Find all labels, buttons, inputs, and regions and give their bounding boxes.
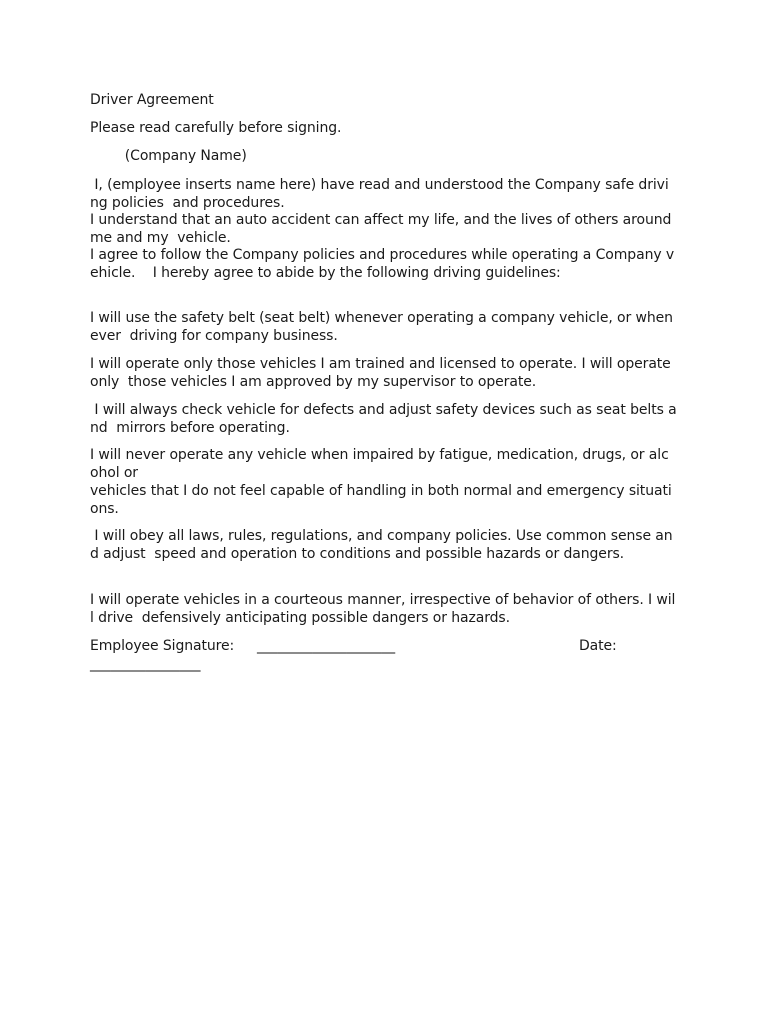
guideline-no-impairment: I will never operate any vehicle when impaired by fatigue, medication, drugs, or alc xyxy=(90,447,669,463)
guideline-vehicle-check: nd mirrors before operating. xyxy=(90,420,290,436)
guideline-obey-laws: d adjust speed and operation to conditions and possible hazards or dangers. xyxy=(90,546,625,562)
intro-line: ng policies and procedures. xyxy=(90,195,285,211)
document-title: Driver Agreement xyxy=(90,92,214,108)
guideline-no-impairment: vehicles that I do not feel capable of handling in both normal and emergency situati xyxy=(90,483,672,499)
guideline-no-impairment: ohol or xyxy=(90,465,138,481)
guideline-courteous-driving: I will operate vehicles in a courteous manner, irrespective of behavior of others. I wil xyxy=(90,592,676,608)
guideline-seat-belt: ever driving for company business. xyxy=(90,328,338,344)
intro-line: I agree to follow the Company policies and procedures while operating a Company v xyxy=(90,247,675,263)
signature-blank: ____________________ xyxy=(257,638,396,654)
guideline-seat-belt: I will use the safety belt (seat belt) whenever operating a company vehicle, or when xyxy=(90,310,673,326)
intro-line: I, (employee inserts name here) have read and understood the Company safe drivi xyxy=(90,177,669,193)
guideline-licensed-vehicles: I will operate only those vehicles I am trained and licensed to operate. I will operate xyxy=(90,356,671,372)
intro-line: me and my vehicle. xyxy=(90,230,231,246)
guideline-licensed-vehicles: only those vehicles I am approved by my supervisor to operate. xyxy=(90,374,537,390)
guideline-courteous-driving: l drive defensively anticipating possible dangers or hazards. xyxy=(90,610,510,626)
intro-line: I understand that an auto accident can affect my life, and the lives of others around xyxy=(90,212,672,228)
guideline-no-impairment: ons. xyxy=(90,501,119,517)
guideline-vehicle-check: I will always check vehicle for defects and adjust safety devices such as seat belts a xyxy=(90,402,677,418)
intro-line: ehicle. I hereby agree to abide by the following driving guidelines: xyxy=(90,265,561,281)
signature-label: Employee Signature: xyxy=(90,638,235,654)
company-name-placeholder: (Company Name) xyxy=(90,148,247,164)
instruction-text: Please read carefully before signing. xyxy=(90,120,342,136)
date-label: Date: xyxy=(579,638,617,654)
guideline-obey-laws: I will obey all laws, rules, regulations, and company policies. Use common sense an xyxy=(90,528,673,544)
date-blank: ________________ xyxy=(90,656,201,672)
